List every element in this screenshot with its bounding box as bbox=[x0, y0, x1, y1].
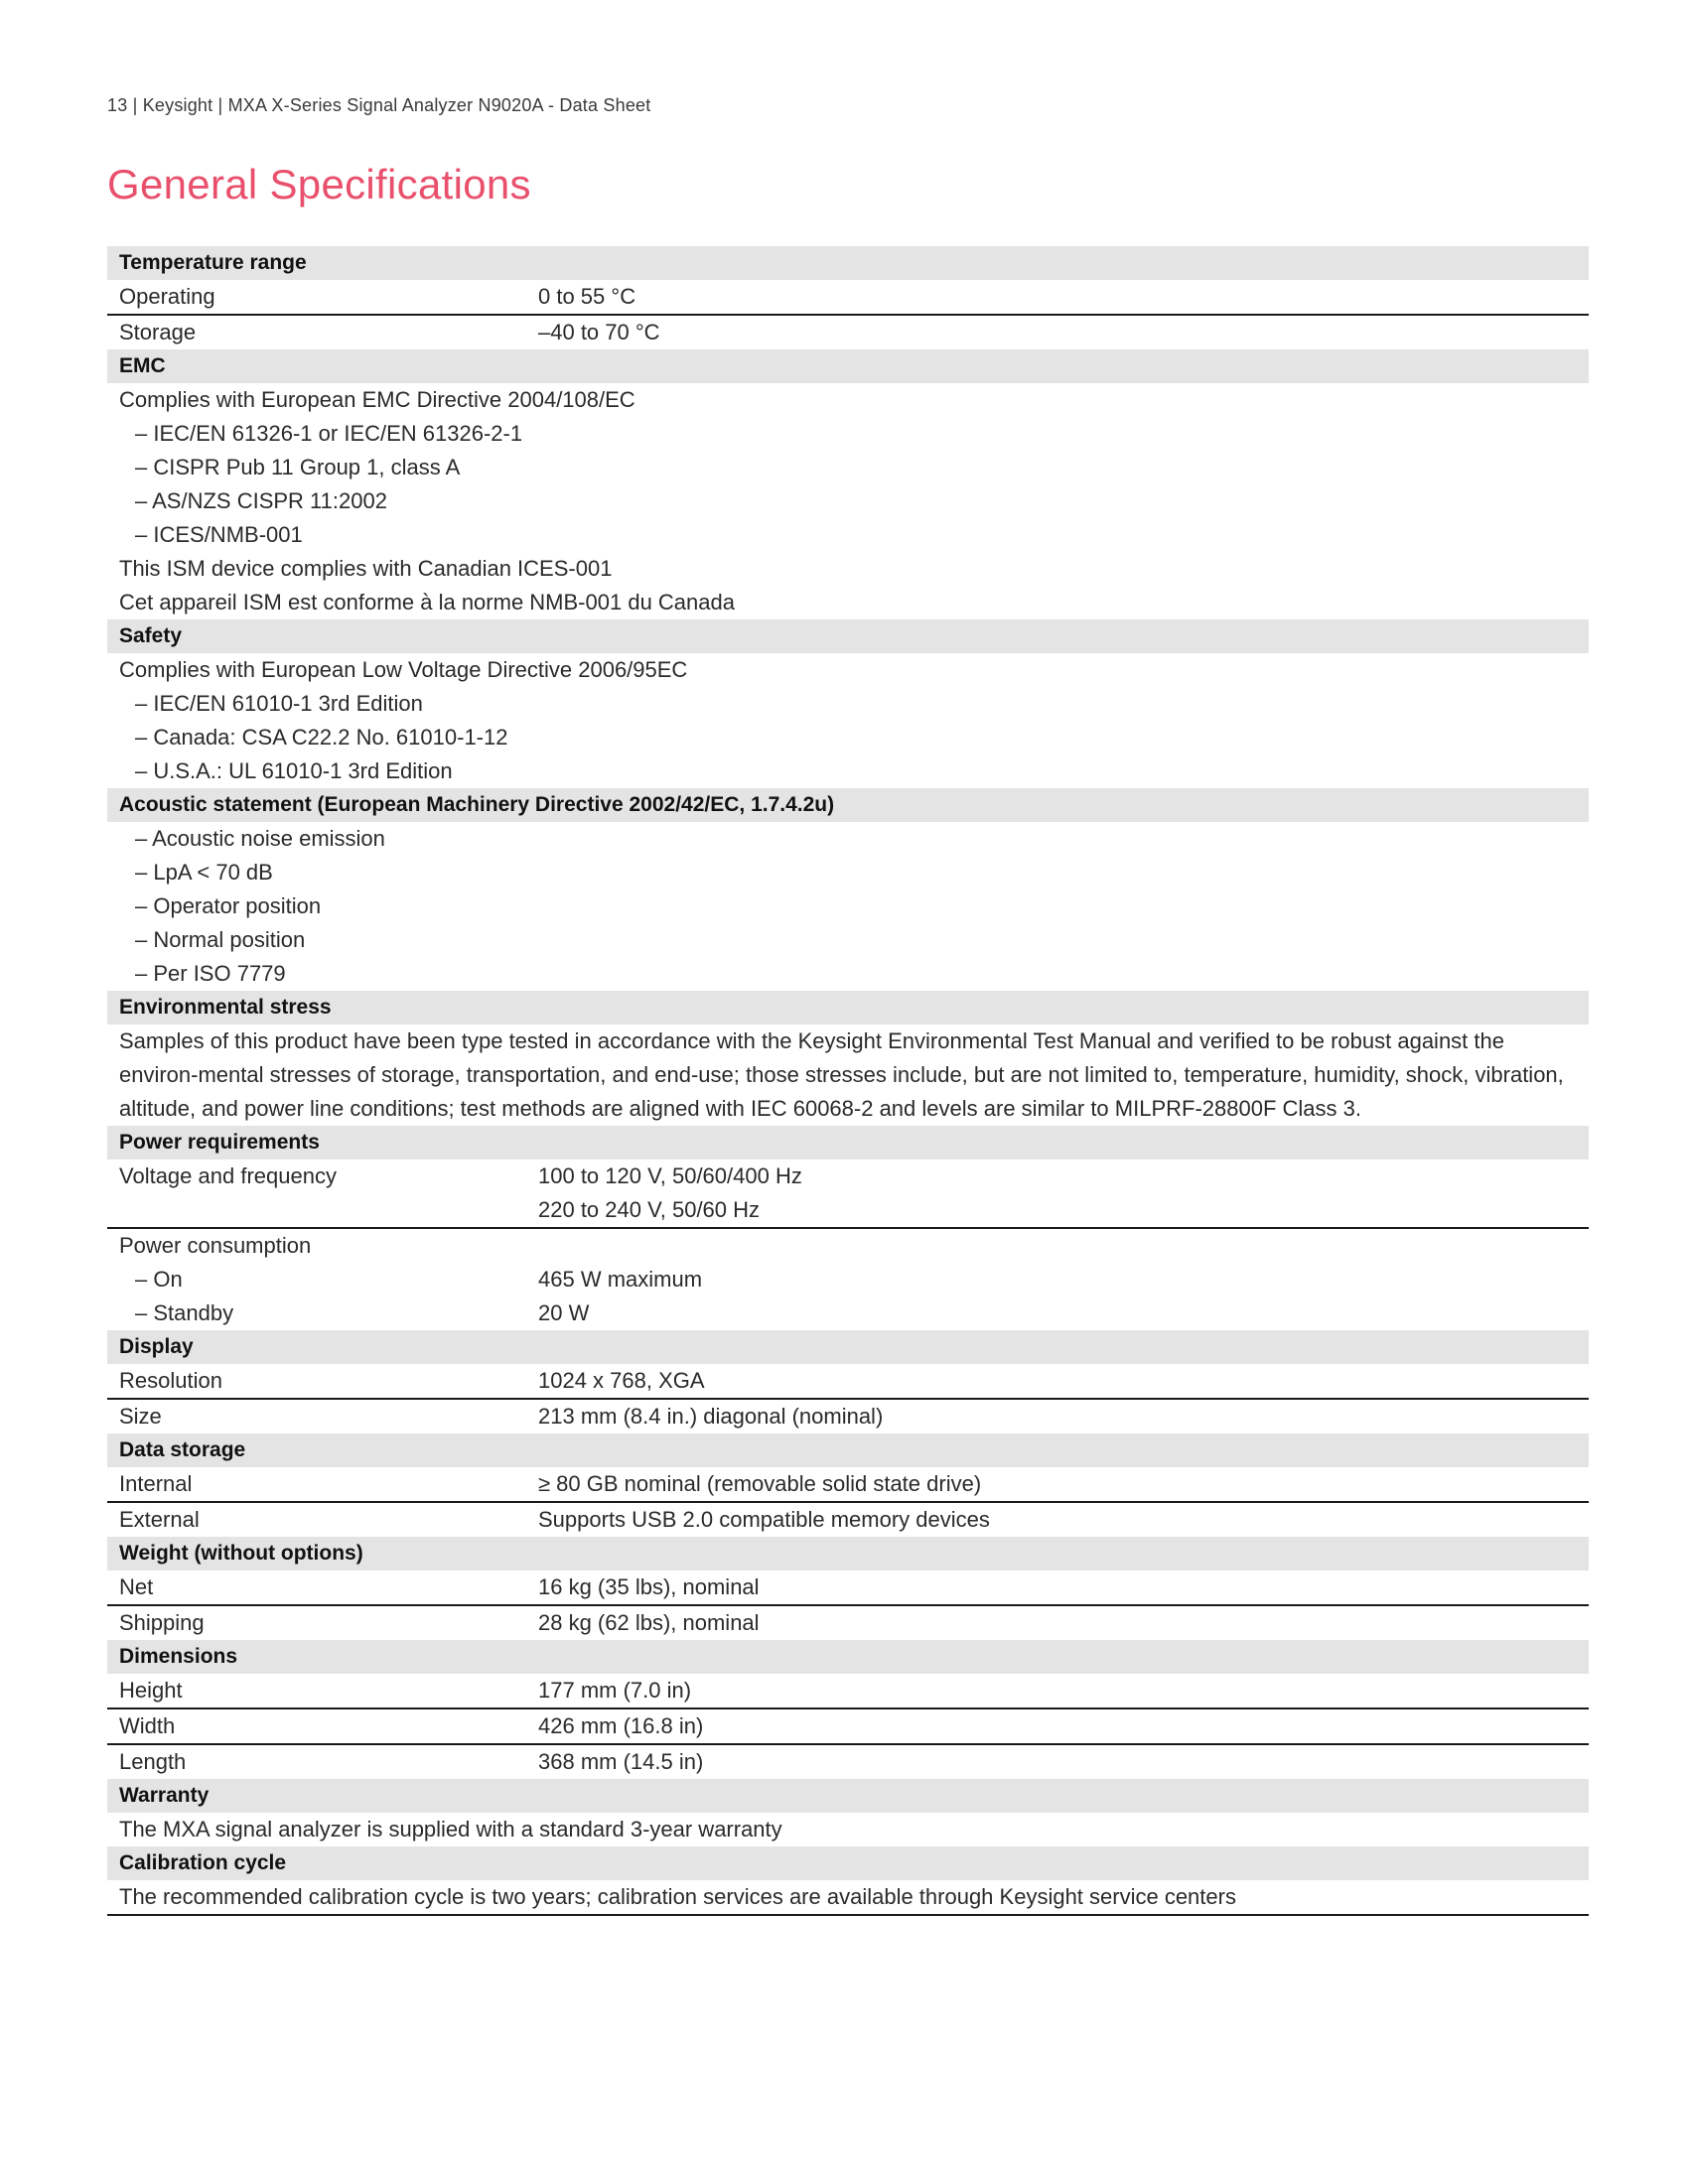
row-value bbox=[538, 1160, 1589, 1227]
section-heading-warranty: Warranty bbox=[107, 1779, 1589, 1813]
row-label: Shipping bbox=[119, 1610, 205, 1635]
section-heading-dimensions: Dimensions bbox=[107, 1640, 1589, 1674]
safety-line: Complies with European Low Voltage Directive 2006/95EC bbox=[119, 657, 688, 682]
row-value: 20 W bbox=[538, 1300, 590, 1325]
emc-line: – IEC/EN 61326-1 or IEC/EN 61326-2-1 bbox=[135, 421, 523, 446]
acoustic-line: – LpA < 70 dB bbox=[135, 860, 273, 885]
voltage-value: 100 to 120 V, 50/60/400 Hz bbox=[538, 1163, 802, 1188]
table-row bbox=[107, 1364, 1589, 1400]
row-label: Voltage and frequency bbox=[119, 1163, 337, 1188]
table-row bbox=[107, 316, 1589, 349]
row-label: Internal bbox=[119, 1471, 193, 1496]
table-row bbox=[107, 1503, 1589, 1537]
row-value: ≥ 80 GB nominal (removable solid state drive) bbox=[538, 1471, 982, 1496]
section-heading-power: Power requirements bbox=[107, 1126, 1589, 1160]
row-value: 368 mm (14.5 in) bbox=[538, 1749, 704, 1774]
table-row bbox=[107, 1709, 1589, 1745]
emc-line: Cet appareil ISM est conforme à la norme NMB-001 du Canada bbox=[119, 590, 735, 614]
row-label: – On bbox=[135, 1267, 183, 1292]
safety-line: – Canada: CSA C22.2 No. 61010-1-12 bbox=[135, 725, 508, 750]
section-heading-safety: Safety bbox=[107, 619, 1589, 653]
row-value: 16 kg (35 lbs), nominal bbox=[538, 1574, 760, 1599]
row-value: 213 mm (8.4 in.) diagonal (nominal) bbox=[538, 1404, 884, 1429]
warranty-text: The MXA signal analyzer is supplied with a standard 3-year warranty bbox=[119, 1817, 782, 1842]
section-heading-emc: EMC bbox=[107, 349, 1589, 383]
emc-line: – CISPR Pub 11 Group 1, class A bbox=[135, 455, 461, 479]
emc-line: This ISM device complies with Canadian ICES-001 bbox=[119, 556, 613, 581]
row-label: Length bbox=[119, 1749, 187, 1774]
row-label: Storage bbox=[119, 320, 197, 344]
table-row bbox=[107, 1674, 1589, 1709]
table-row bbox=[107, 1570, 1589, 1606]
row-label: External bbox=[119, 1507, 200, 1532]
safety-line: – IEC/EN 61010-1 3rd Edition bbox=[135, 691, 423, 716]
page-title: General Specifications bbox=[107, 161, 531, 207]
row-value: 465 W maximum bbox=[538, 1267, 703, 1292]
row-label: Net bbox=[119, 1574, 154, 1599]
table-row bbox=[107, 1263, 1589, 1297]
row-value: 28 kg (62 lbs), nominal bbox=[538, 1610, 760, 1635]
voltage-value: 220 to 240 V, 50/60 Hz bbox=[538, 1197, 761, 1222]
row-value: 177 mm (7.0 in) bbox=[538, 1678, 692, 1703]
section-heading-temperature: Temperature range bbox=[107, 246, 1589, 280]
row-label: Size bbox=[119, 1404, 162, 1429]
section-heading-data-storage: Data storage bbox=[107, 1433, 1589, 1467]
section-heading-weight: Weight (without options) bbox=[107, 1537, 1589, 1570]
row-label: Resolution bbox=[119, 1368, 222, 1393]
acoustic-line: – Operator position bbox=[135, 893, 322, 918]
row-label: Width bbox=[119, 1713, 176, 1738]
safety-line: – U.S.A.: UL 61010-1 3rd Edition bbox=[135, 758, 453, 783]
section-heading-display: Display bbox=[107, 1330, 1589, 1364]
spec-table bbox=[107, 246, 1589, 1916]
table-row bbox=[107, 1297, 1589, 1330]
row-label: Power consumption bbox=[119, 1233, 312, 1258]
section-heading-calibration: Calibration cycle bbox=[107, 1846, 1589, 1880]
calibration-text: The recommended calibration cycle is two years; calibration services are available through Keysight service centers bbox=[107, 1880, 1589, 1916]
section-heading-environmental: Environmental stress bbox=[107, 991, 1589, 1024]
row-label: – Standby bbox=[135, 1300, 234, 1325]
environmental-text: Samples of this product have been type tested in accordance with the Keysight Environmental Test Manual and verified to be robust against the environ-mental stresses of storage, transportation, and end-use; those stresses include, but are not limited to, temperature, humidity, shock, vibration, altitude, and power line conditions; test methods are aligned with IEC 60068-2 and levels are similar to MILPRF-28800F Class 3. bbox=[119, 1028, 1564, 1121]
row-value: 426 mm (16.8 in) bbox=[538, 1713, 704, 1738]
section-heading-acoustic: Acoustic statement (European Machinery Directive 2002/42/EC, 1.7.4.2u) bbox=[107, 788, 1589, 822]
row-label: Operating bbox=[119, 284, 215, 309]
table-row bbox=[107, 1467, 1589, 1503]
table-row bbox=[107, 1606, 1589, 1640]
table-row bbox=[107, 280, 1589, 316]
emc-line: Complies with European EMC Directive 2004/108/EC bbox=[119, 387, 635, 412]
table-row bbox=[107, 1400, 1589, 1433]
acoustic-line: – Per ISO 7779 bbox=[135, 961, 286, 986]
row-value: –40 to 70 °C bbox=[538, 320, 660, 344]
emc-line: – ICES/NMB-001 bbox=[135, 522, 303, 547]
table-row bbox=[107, 1160, 1589, 1229]
row-value: 0 to 55 °C bbox=[538, 284, 636, 309]
acoustic-line: – Normal position bbox=[135, 927, 306, 952]
emc-line: – AS/NZS CISPR 11:2002 bbox=[135, 488, 387, 513]
row-value: Supports USB 2.0 compatible memory devices bbox=[538, 1507, 990, 1532]
row-value: 1024 x 768, XGA bbox=[538, 1368, 705, 1393]
running-header: 13 | Keysight | MXA X-Series Signal Analyzer N9020A - Data Sheet bbox=[107, 95, 651, 115]
acoustic-line: – Acoustic noise emission bbox=[135, 826, 385, 851]
table-row bbox=[107, 1745, 1589, 1779]
table-row bbox=[107, 1229, 1589, 1263]
row-value bbox=[538, 1229, 1589, 1263]
row-label: Height bbox=[119, 1678, 183, 1703]
